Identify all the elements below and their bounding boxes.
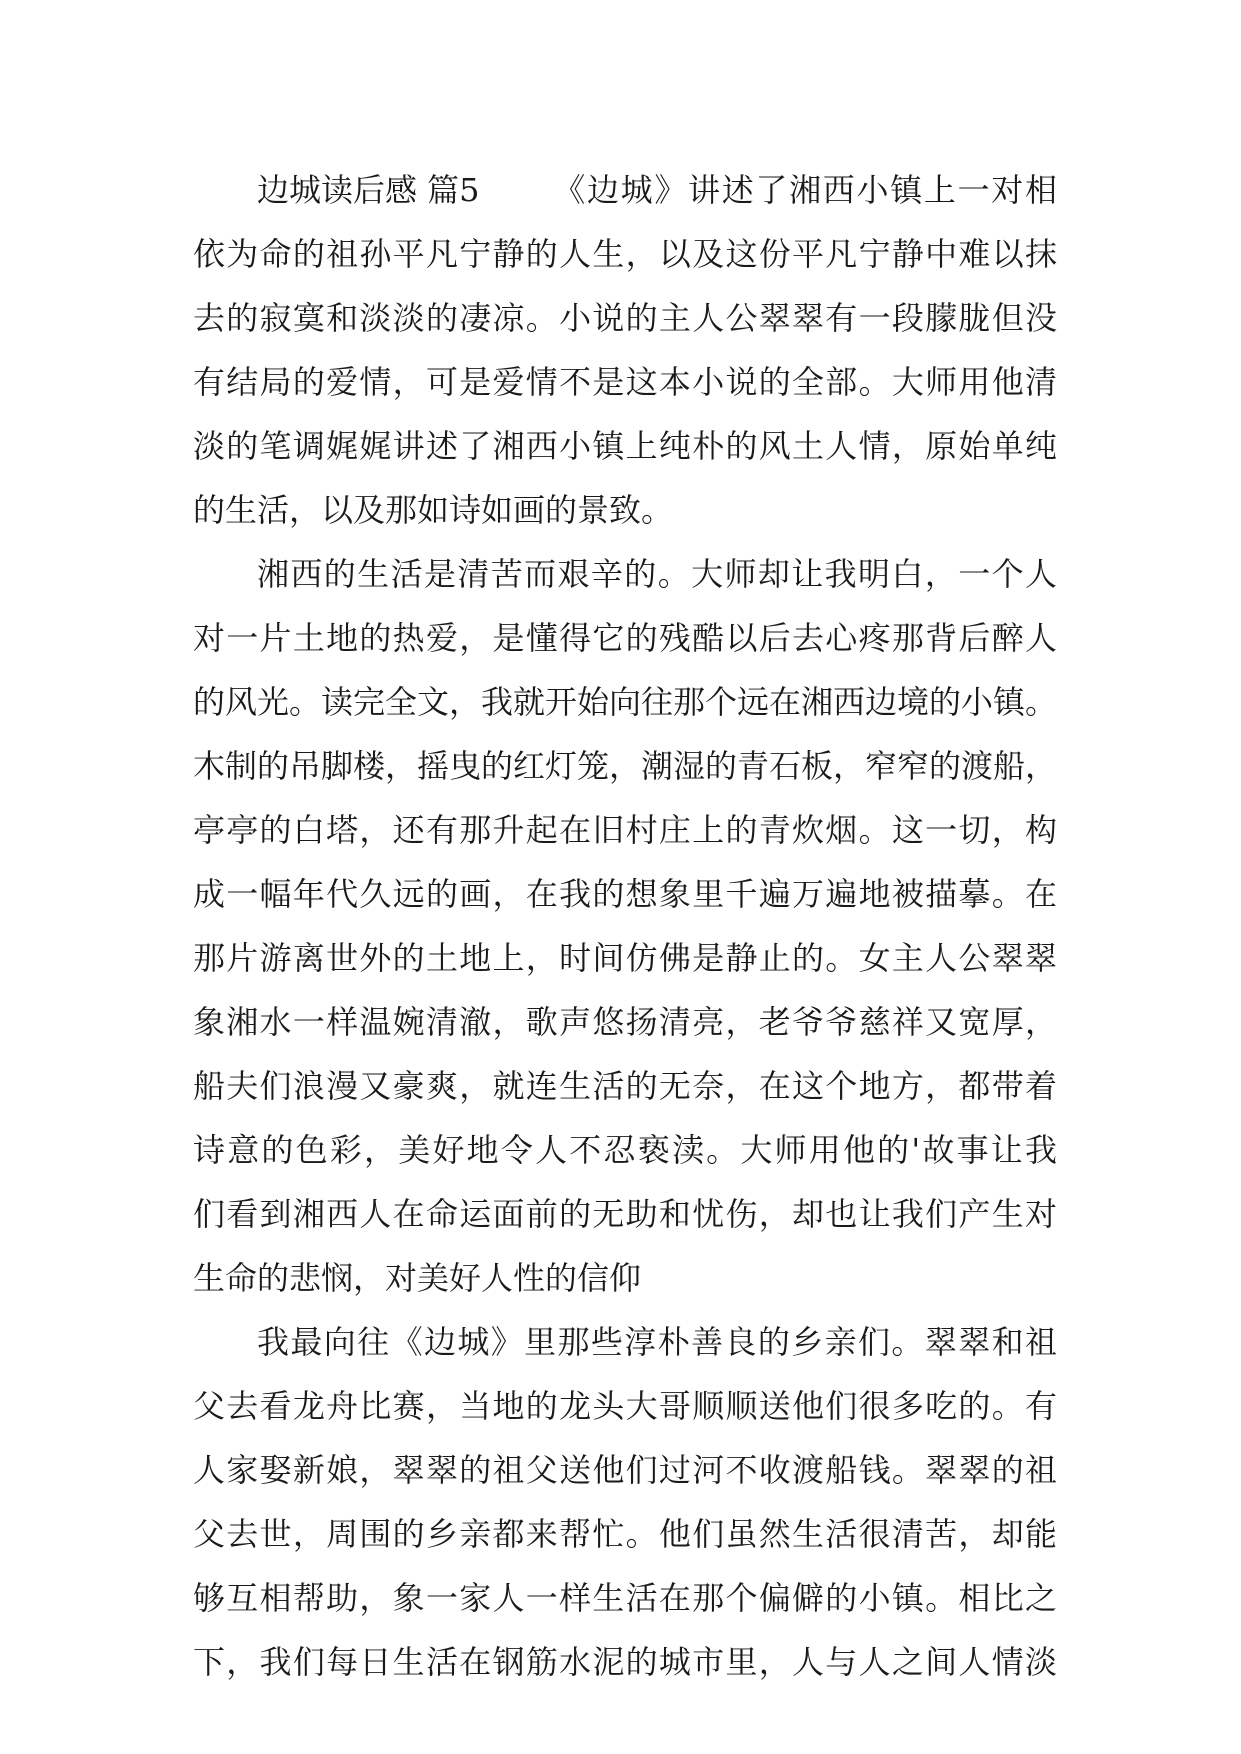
paragraph-2-line-11: 们看到湘西人在命运面前的无助和忧伤，却也让我们产生对: [193, 1195, 1057, 1233]
paragraph-3-line-5: 够互相帮助，象一家人一样生活在那个偏僻的小镇。相比之: [193, 1579, 1057, 1617]
paragraph-1-line-2: 依为命的祖孙平凡宁静的人生，以及这份平凡宁静中难以抹: [193, 235, 1057, 273]
paragraph-3-line-3: 人家娶新娘，翠翠的祖父送他们过河不收渡船钱。翠翠的祖: [193, 1451, 1057, 1489]
paragraph-3-line-4: 父去世，周围的乡亲都来帮忙。他们虽然生活很清苦，却能: [193, 1515, 1057, 1553]
paragraph-3-line-1: 我最向往《边城》里那些淳朴善良的乡亲们。翠翠和祖: [257, 1323, 1057, 1361]
paragraph-1-line-6: 的生活，以及那如诗如画的景致。: [193, 491, 674, 529]
document-body: [193, 158, 1057, 1694]
document-heading: 边城读后感 篇5: [257, 171, 480, 209]
paragraph-2-line-3: 的风光。读完全文，我就开始向往那个远在湘西边境的小镇。: [193, 683, 1058, 721]
paragraph-2-line-10: 诗意的色彩，美好地令人不忍亵渎。大师用他的'故事让我: [193, 1131, 1057, 1169]
paragraph-2-line-6: 成一幅年代久远的画，在我的想象里千遍万遍地被描摹。在: [193, 875, 1057, 913]
paragraph-1-text: 《边城》讲述了湘西小镇上一对相: [551, 171, 1057, 209]
paragraph-1-line-4: 有结局的爱情，可是爱情不是这本小说的全部。大师用他清: [193, 363, 1057, 401]
paragraph-3-line-2: 父去看龙舟比赛，当地的龙头大哥顺顺送他们很多吃的。有: [193, 1387, 1057, 1425]
paragraph-2-line-4: 木制的吊脚楼，摇曳的红灯笼，潮湿的青石板，窄窄的渡船，: [193, 747, 1058, 785]
paragraph-2-line-7: 那片游离世外的土地上，时间仿佛是静止的。女主人公翠翠: [193, 939, 1057, 977]
paragraph-2-line-2: 对一片土地的热爱，是懂得它的残酷以后去心疼那背后醉人: [193, 619, 1057, 657]
paragraph-2-line-8: 象湘水一样温婉清澈，歌声悠扬清亮，老爷爷慈祥又宽厚，: [193, 1003, 1057, 1041]
paragraph-1-line-5: 淡的笔调娓娓讲述了湘西小镇上纯朴的风土人情，原始单纯: [193, 427, 1057, 465]
paragraph-3-line-6: 下，我们每日生活在钢筋水泥的城市里，人与人之间人情淡: [193, 1643, 1057, 1681]
paragraph-2-line-5: 亭亭的白塔，还有那升起在旧村庄上的青炊烟。这一切，构: [193, 811, 1057, 849]
paragraph-1-line-1: [193, 158, 1057, 222]
paragraph-2-line-12: 生命的悲悯，对美好人性的信仰: [193, 1259, 642, 1297]
paragraph-1-line-3: 去的寂寞和淡淡的凄凉。小说的主人公翠翠有一段朦胧但没: [193, 299, 1057, 337]
paragraph-2-line-9: 船夫们浪漫又豪爽，就连生活的无奈，在这个地方，都带着: [193, 1067, 1057, 1105]
paragraph-2-line-1: 湘西的生活是清苦而艰辛的。大师却让我明白，一个人: [257, 555, 1057, 593]
